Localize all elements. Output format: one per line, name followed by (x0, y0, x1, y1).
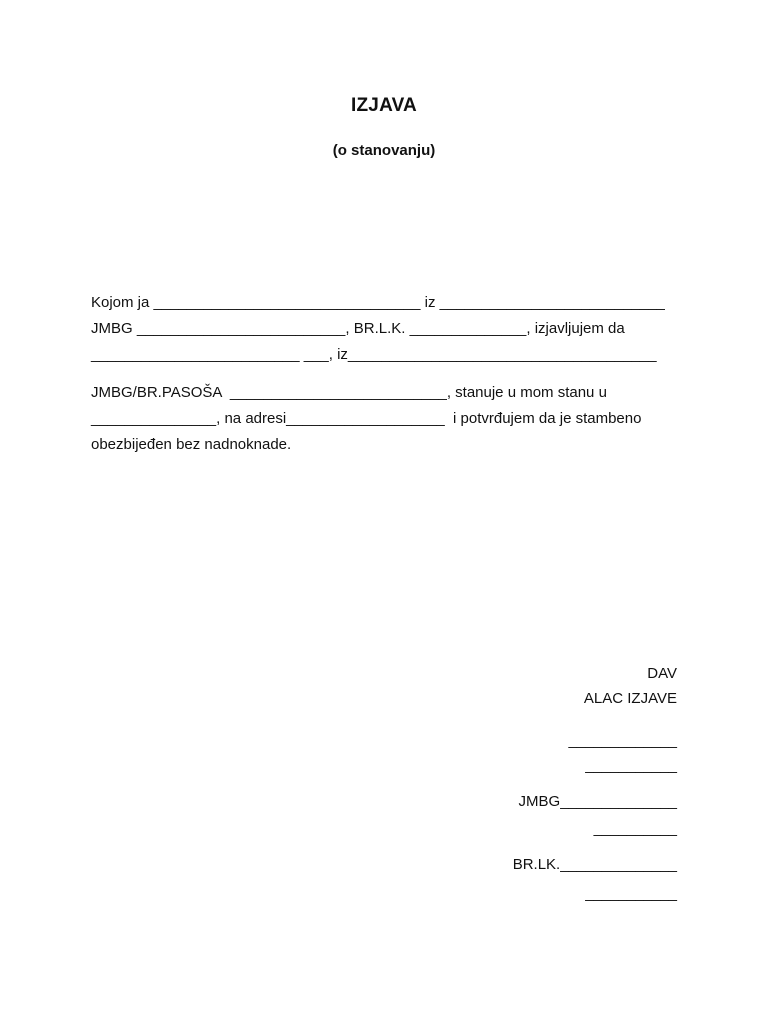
signature-brlk: BR.LK.______________ (512, 856, 677, 873)
signature-blank-3: __________ (593, 820, 677, 837)
signature-label-line1: DAV (647, 665, 677, 682)
signature-blank-4: ___________ (585, 885, 677, 902)
body-line-5: _______________, na adresi___________________ i potvrđujem da je stambeno (91, 410, 642, 427)
body-line-6: obezbijeđen bez nadnoknade. (91, 436, 292, 453)
body-line-4: JMBG/BR.PASOŠA __________________________, stanuje u mom stanu u (91, 384, 607, 401)
document-title: IZJAVA (351, 95, 417, 116)
signature-label-line2: ALAC IZJAVE (583, 690, 677, 707)
signature-blank-1: _____________ (568, 732, 677, 749)
document-subtitle: (o stanovanju) (332, 142, 436, 159)
body-line-2: JMBG _________________________, BR.L.K. ______________, izjavljujem da (91, 320, 625, 337)
signature-jmbg: JMBG______________ (518, 793, 677, 810)
signature-blank-2: ___________ (585, 757, 677, 774)
body-line-1: Kojom ja ________________________________ iz ___________________________ (91, 294, 665, 311)
body-line-3: _________________________ ___, iz_____________________________________ (91, 346, 657, 363)
